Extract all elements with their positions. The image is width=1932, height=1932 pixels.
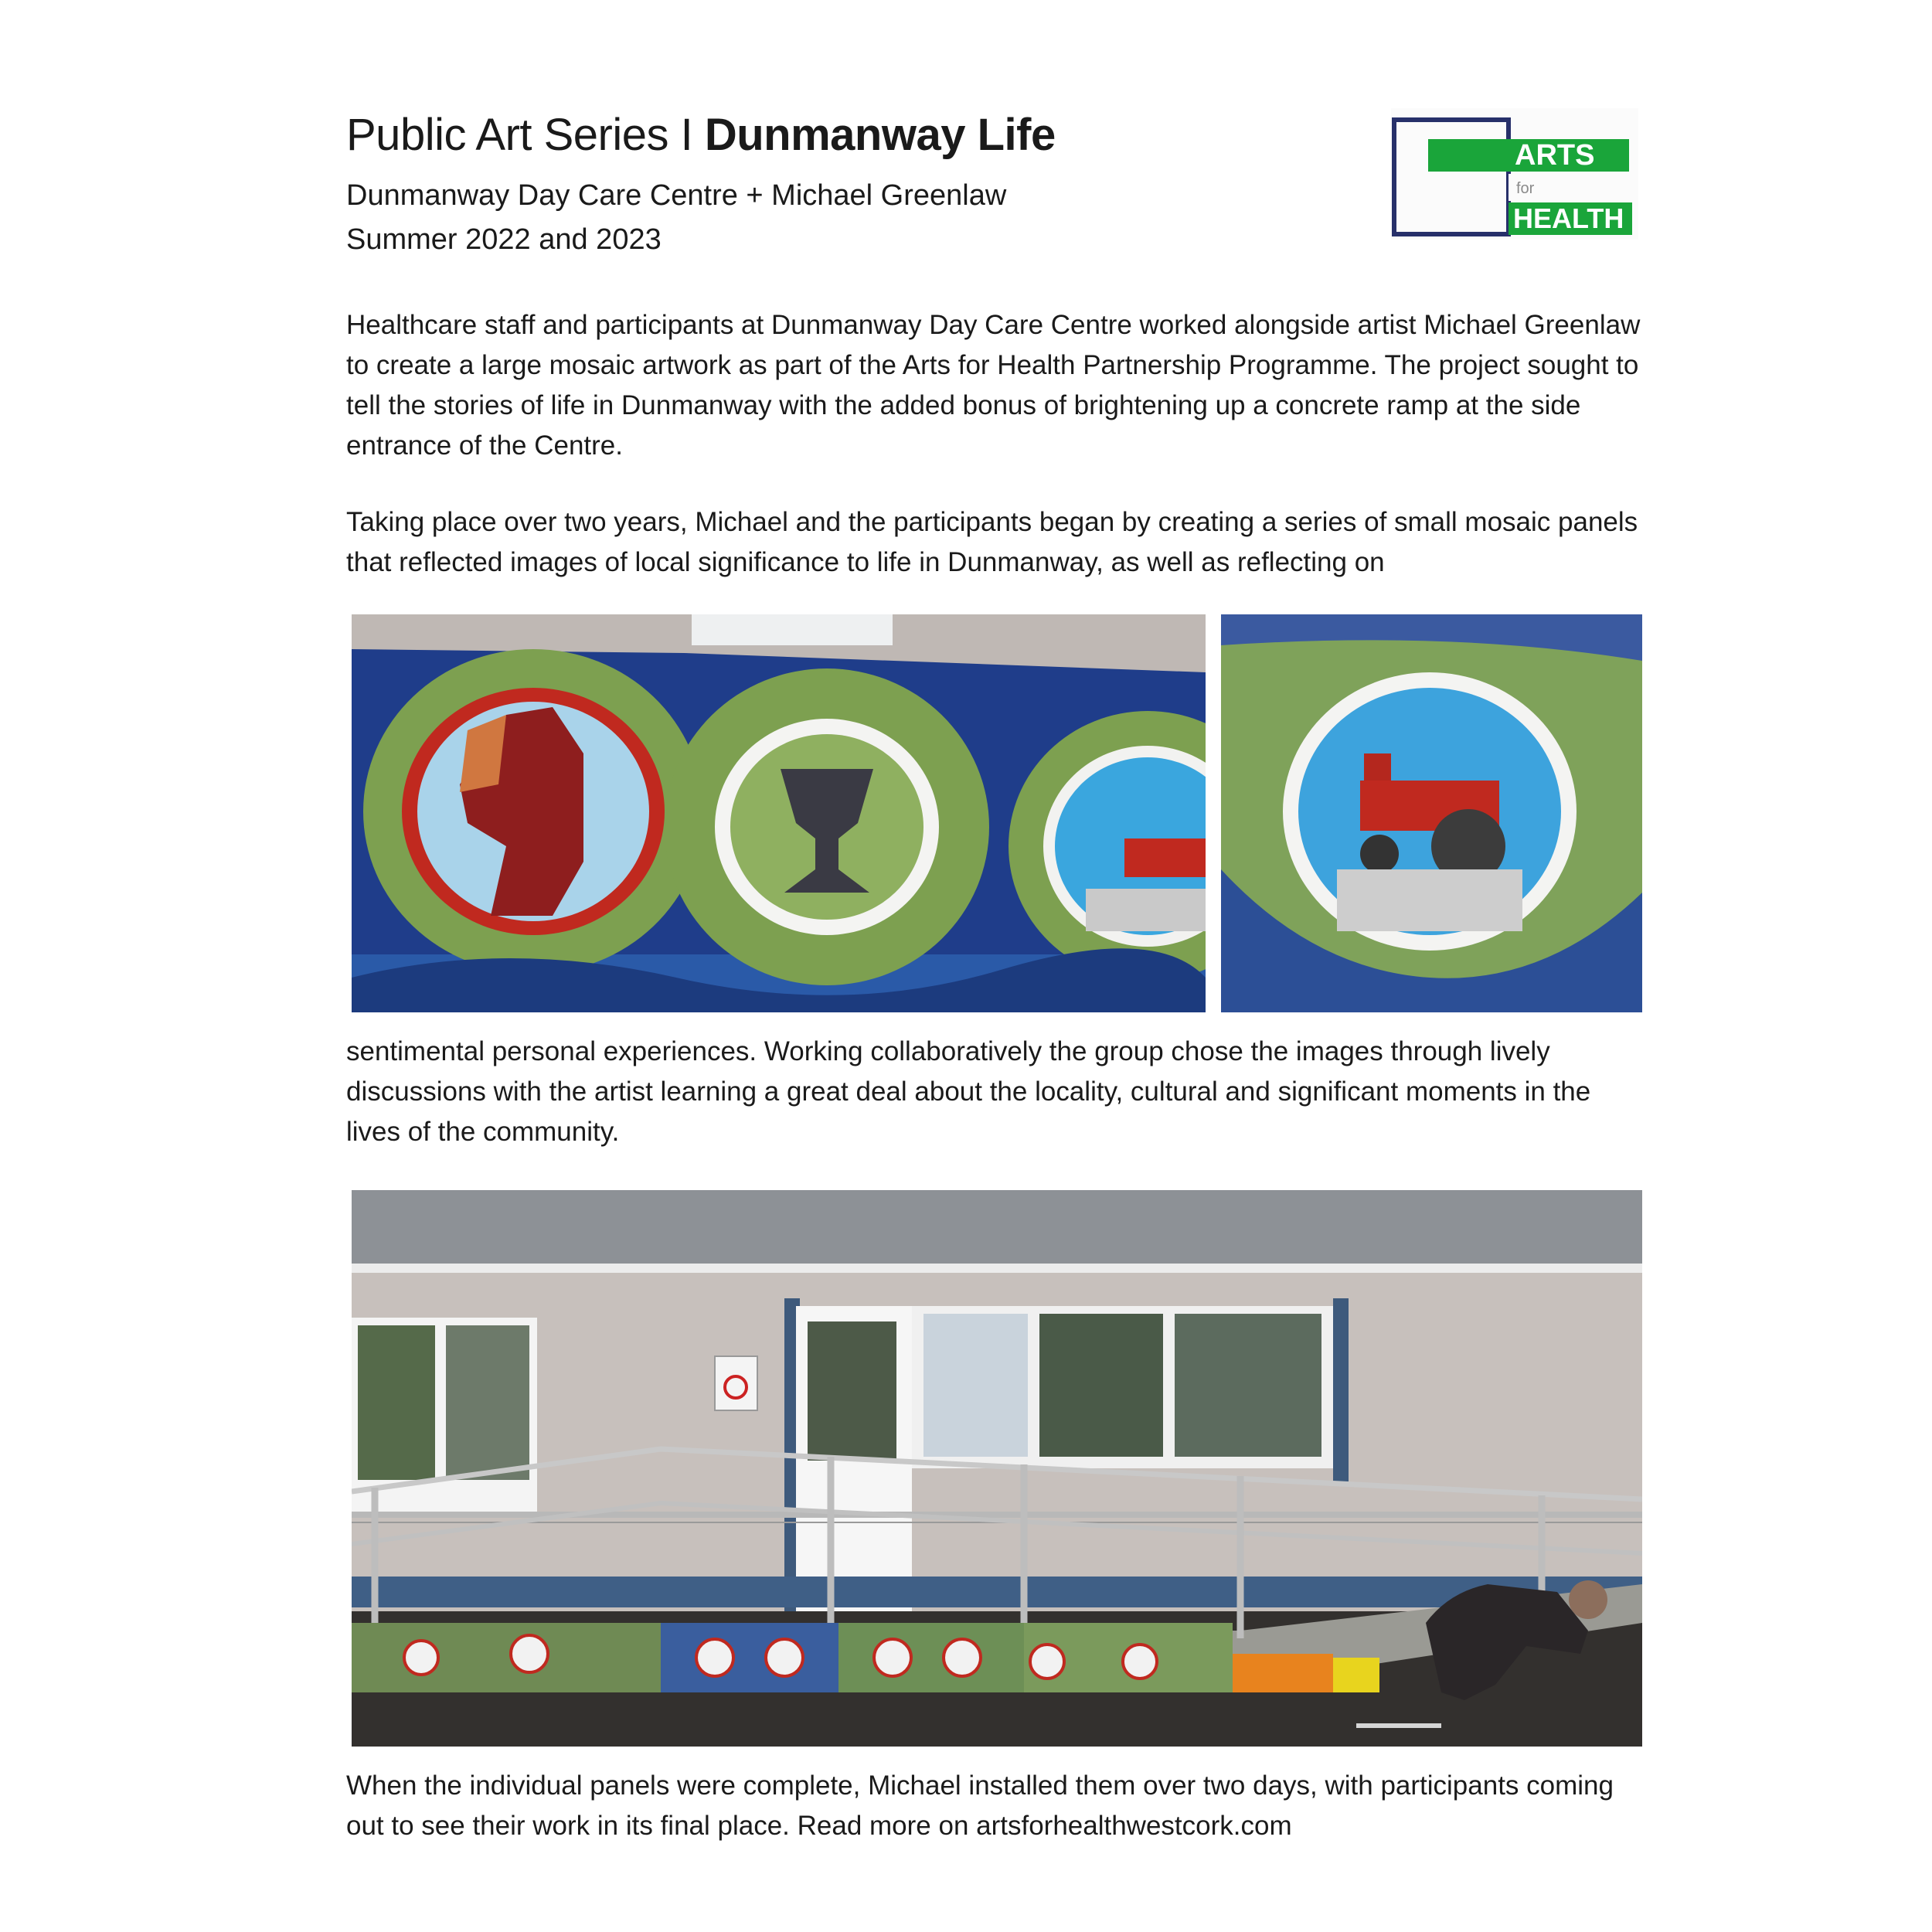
title-strong: Dunmanway Life: [704, 110, 1056, 160]
logo-line-3: HEALTH: [1513, 202, 1624, 234]
series-label: Public Art Series I: [346, 110, 705, 160]
paragraph-1: Healthcare staff and participants at Dunmanway Day Care Centre worked alongside artist Michael Greenlaw to create a large mosaic artwork as part of the Arts for Health Partnership Programme. The project sought to tell the stories of life in Dunmanway with the added bonus of brightening up a concrete ramp at the side entrance of the Centre.: [346, 310, 1641, 461]
paragraph-3: sentimental personal experiences. Working collaboratively the group chose the images through lively discussions with the artist learning a great deal about the locality, cultural and significant moments in the lives of the community.: [346, 1036, 1591, 1147]
subtitle-block: [346, 174, 1006, 262]
logo-line-2: for: [1516, 180, 1535, 197]
paragraph-4: When the individual panels were complete, Michael installed them over two days, with participants coming out to see their work in its final place. Read more on artsforhealthwestcork.com: [346, 1770, 1614, 1841]
arts-for-health-logo: [1391, 108, 1638, 240]
mosaic-panels-photo: [352, 614, 1206, 1012]
subtitle-line-2: Summer 2022 and 2023: [346, 223, 662, 256]
logo-line-1: ARTS: [1515, 139, 1595, 172]
paragraph-2: Taking place over two years, Michael and the participants began by creating a series of small mosaic panels that reflected images of local significance to life in Dunmanway, as well as reflecting on: [346, 507, 1638, 577]
tractor-mosaic-photo: [1221, 614, 1642, 1012]
subtitle-line-1: Dunmanway Day Care Centre + Michael Greenlaw: [346, 179, 1007, 212]
page-title: [346, 108, 1056, 162]
ramp-installation-photo: [352, 1190, 1642, 1747]
